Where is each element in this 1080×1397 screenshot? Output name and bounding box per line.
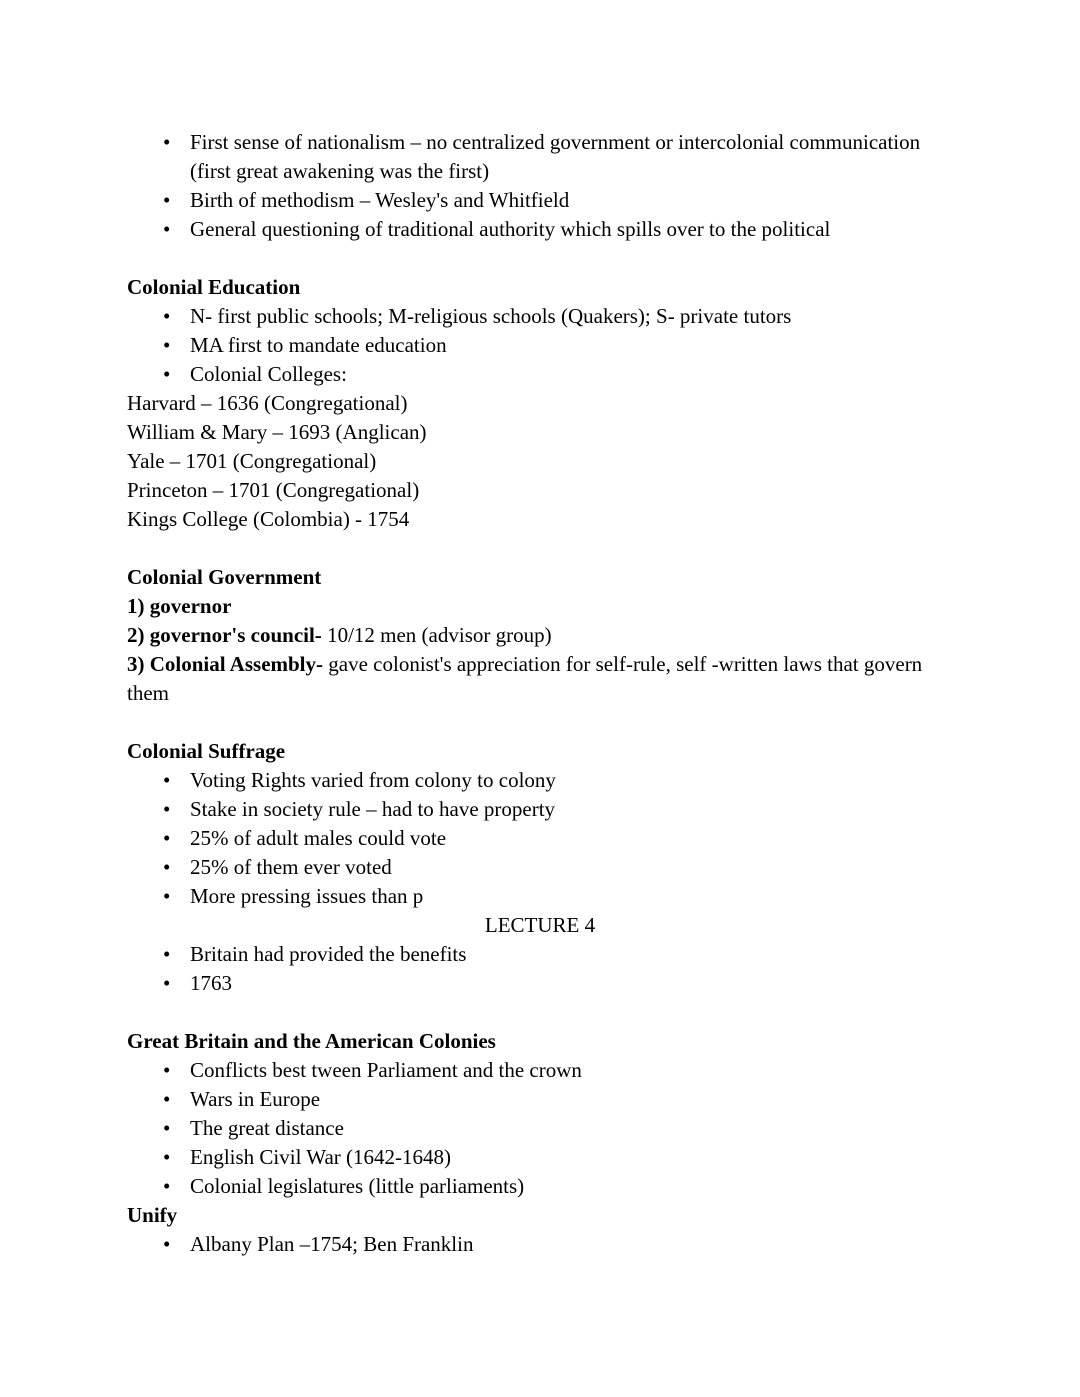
government-item — [127, 621, 953, 650]
britain-bullet-list — [127, 1056, 953, 1201]
list-item-text: Conflicts best tween Parliament and the crown — [190, 1058, 582, 1082]
bullet-icon: • — [163, 971, 171, 995]
bullet-icon: • — [163, 188, 171, 212]
list-item-text: Colonial legislatures (little parliaments) — [190, 1174, 525, 1198]
list-item-text: MA first to mandate education — [190, 333, 447, 357]
list-item — [127, 969, 953, 998]
bullet-icon: • — [163, 1116, 171, 1140]
government-item-text: gave colonist's appreciation for self-rule, self -written laws that govern them — [127, 652, 923, 705]
list-item-text: Stake in society rule – had to have property — [190, 797, 556, 821]
list-item-text: General questioning of traditional authority which spills over to the political — [190, 217, 831, 241]
suffrage-bullet-list — [127, 766, 953, 911]
government-item-text: 10/12 men (advisor group) — [321, 623, 552, 647]
unify-bullet-list — [127, 1230, 953, 1259]
bullet-icon: • — [163, 1145, 171, 1169]
bullet-icon: • — [163, 304, 171, 328]
list-item — [127, 1085, 953, 1114]
government-item — [127, 592, 953, 621]
list-item-text: Colonial Colleges: — [190, 362, 347, 386]
list-item-text: Britain had provided the benefits — [190, 942, 467, 966]
government-item — [127, 650, 953, 708]
list-item — [127, 824, 953, 853]
bullet-icon: • — [163, 217, 171, 241]
section-heading-colonial-government: Colonial Government — [127, 565, 322, 589]
college-line: Kings College (Colombia) - 1754 — [127, 507, 410, 531]
list-item-text: English Civil War (1642-1648) — [190, 1145, 451, 1169]
section-heading-colonial-education: Colonial Education — [127, 275, 301, 299]
bullet-icon: • — [163, 768, 171, 792]
list-item-text: The great distance — [190, 1116, 344, 1140]
list-item — [127, 1230, 953, 1259]
college-line: Harvard – 1636 (Congregational) — [127, 391, 408, 415]
list-item — [127, 1172, 953, 1201]
bullet-icon: • — [163, 942, 171, 966]
list-item — [127, 128, 953, 186]
list-item — [127, 940, 953, 969]
government-item-label: 3) Colonial Assembly- — [127, 652, 324, 676]
lecture-4-title: LECTURE 4 — [484, 913, 596, 937]
bullet-icon: • — [163, 1058, 171, 1082]
bullet-icon: • — [163, 797, 171, 821]
list-item — [127, 360, 953, 389]
list-item — [127, 215, 953, 244]
list-item — [127, 882, 953, 911]
list-item-text: Voting Rights varied from colony to colony — [190, 768, 556, 792]
list-item-text: 25% of them ever voted — [190, 855, 392, 879]
list-item-text: 1763 — [190, 971, 232, 995]
bullet-icon: • — [163, 826, 171, 850]
bullet-icon: • — [163, 362, 171, 386]
bullet-icon: • — [163, 884, 171, 908]
list-item — [127, 1114, 953, 1143]
list-item — [127, 1143, 953, 1172]
section-heading-unify: Unify — [127, 1203, 178, 1227]
college-line: Yale – 1701 (Congregational) — [127, 449, 377, 473]
list-item-text: 25% of adult males could vote — [190, 826, 447, 850]
list-item-text: Birth of methodism – Wesley's and Whitfield — [190, 188, 570, 212]
bullet-icon: • — [163, 130, 171, 154]
list-item — [127, 1056, 953, 1085]
list-item-text: More pressing issues than p — [190, 884, 424, 908]
list-item — [127, 331, 953, 360]
list-item — [127, 766, 953, 795]
list-item — [127, 795, 953, 824]
bullet-icon: • — [163, 1174, 171, 1198]
list-item — [127, 853, 953, 882]
section-heading-great-britain: Great Britain and the American Colonies — [127, 1029, 496, 1053]
college-line: Princeton – 1701 (Congregational) — [127, 478, 420, 502]
government-item-label: 2) governor's council- — [127, 623, 322, 647]
bullet-icon: • — [163, 1087, 171, 1111]
list-item — [127, 302, 953, 331]
list-item-text: N- first public schools; M-religious schools (Quakers); S- private tutors — [190, 304, 792, 328]
bullet-icon: • — [163, 1232, 171, 1256]
bullet-icon: • — [163, 333, 171, 357]
intro-bullet-list — [127, 128, 953, 244]
list-item-text: Wars in Europe — [190, 1087, 321, 1111]
list-item — [127, 186, 953, 215]
education-bullet-list — [127, 302, 953, 389]
section-heading-colonial-suffrage: Colonial Suffrage — [127, 739, 286, 763]
bullet-icon: • — [163, 855, 171, 879]
government-item-label: 1) governor — [127, 594, 232, 618]
list-item-text: First sense of nationalism – no centralized government or intercolonial communication (first great awakening was the first) — [190, 130, 921, 183]
list-item-text: Albany Plan –1754; Ben Franklin — [190, 1232, 474, 1256]
lecture-4-bullet-list — [127, 940, 953, 998]
college-line: William & Mary – 1693 (Anglican) — [127, 420, 427, 444]
